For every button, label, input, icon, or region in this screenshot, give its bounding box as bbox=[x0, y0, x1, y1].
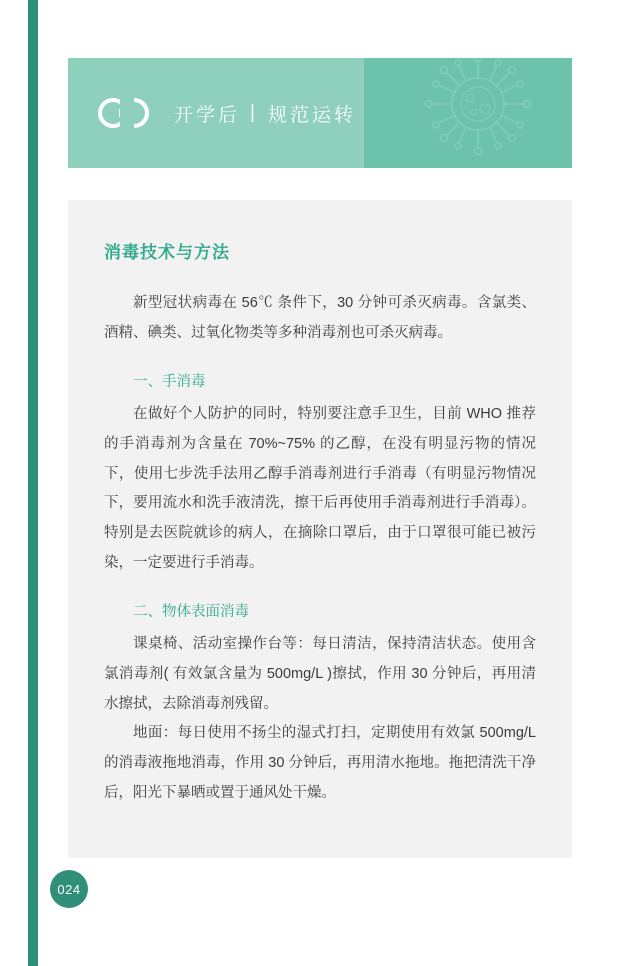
subsection-2-body-2: 地面：每日使用不扬尘的湿式打扫，定期使用有效氯 500mg/L 的消毒液拖地消毒，作用 30 分钟后，再用清水拖地。拖把清洗干净后，阳光下暴晒或置于通风处干燥。 bbox=[104, 725, 536, 801]
subsection-2-body-1: 课桌椅、活动室操作台等：每日清洁，保持清洁状态。使用含氯消毒剂( 有效氯含量为 500mg/L )擦拭，作用 30 分钟后，再用清水擦拭，去除消毒剂残留。 bbox=[104, 636, 536, 712]
header-right-panel bbox=[364, 58, 572, 168]
header-left-panel bbox=[68, 58, 364, 168]
header-title-separator: | bbox=[250, 102, 258, 123]
page-header-banner bbox=[68, 58, 572, 168]
subsection-1-title: 一、手消毒 bbox=[133, 374, 206, 391]
header-title-left: 开学后 bbox=[174, 104, 241, 126]
section-title: 消毒技术与方法 bbox=[104, 243, 230, 262]
header-title-right: 规范运转 bbox=[267, 104, 356, 126]
infinity-loop-logo-icon bbox=[96, 94, 152, 132]
content-card bbox=[68, 200, 572, 858]
subsection-1-body: 在做好个人防护的同时，特别要注意手卫生，目前 WHO 推荐的手消毒剂为含量在 70%~75% 的乙醇，在没有明显污物的情况下，使用七步洗手法用乙醇手消毒剂进行手消毒（有明显污物情况下，要用流水和洗手液清洗，擦干后再使用手消毒剂进行手消毒）。特别是去医院就诊的病人，在摘除口罩后，由于口罩很可能已被污染，一定要进行手消毒。 bbox=[104, 406, 536, 571]
content-body bbox=[68, 200, 572, 809]
subsection-2-title: 二、物体表面消毒 bbox=[133, 604, 249, 621]
header-title bbox=[174, 58, 356, 168]
virus-illustration-icon bbox=[366, 58, 566, 168]
left-accent-bar bbox=[28, 0, 38, 966]
intro-paragraph: 新型冠状病毒在 56℃ 条件下，30 分钟可杀灭病毒。含氯类、酒精、碘类、过氧化物类等多种消毒剂也可杀灭病毒。 bbox=[104, 295, 536, 341]
page-number-badge: 024 bbox=[50, 870, 88, 908]
